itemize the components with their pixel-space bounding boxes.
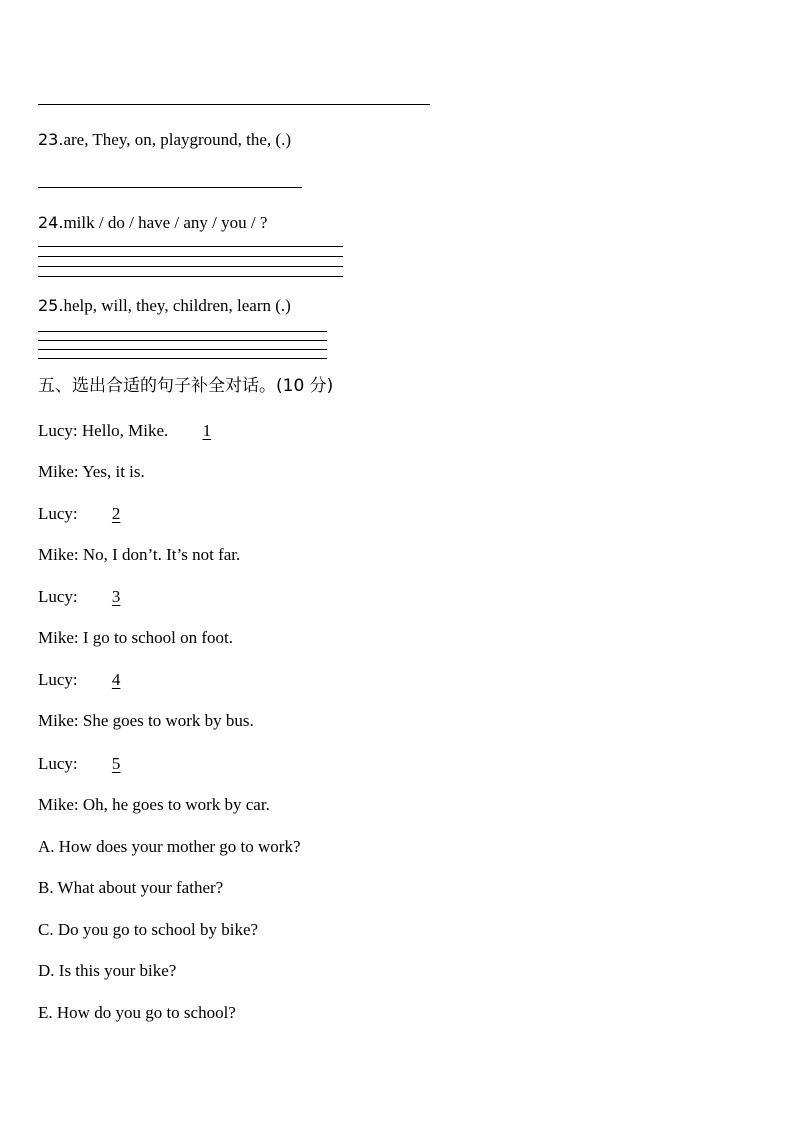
writing-line[interactable] <box>38 266 343 267</box>
writing-line[interactable] <box>38 358 327 359</box>
dialogue-line <box>38 712 254 729</box>
line-text: She goes to work by bus. <box>78 711 254 730</box>
dialogue-line <box>38 463 145 480</box>
line-text: Oh, he goes to work by car. <box>78 795 270 814</box>
option-a: A. How does your mother go to work? <box>38 837 301 856</box>
writing-line[interactable] <box>38 256 343 257</box>
writing-line[interactable] <box>38 349 327 350</box>
option-e: E. How do you go to school? <box>38 1003 236 1022</box>
speaker: Mike: <box>38 795 79 814</box>
answer-blank[interactable]: 5 <box>111 754 121 773</box>
dialogue-line <box>38 629 233 646</box>
speaker: Lucy: <box>38 670 78 689</box>
speaker: Lucy: <box>38 754 78 773</box>
speaker: Mike: <box>38 545 79 564</box>
speaker: Lucy: <box>38 504 78 523</box>
dialogue-line <box>38 671 144 688</box>
writing-line[interactable] <box>38 331 327 332</box>
question-24 <box>38 214 267 231</box>
question-23 <box>38 131 291 148</box>
dialogue-line <box>38 546 240 563</box>
speaker: Mike: <box>38 711 79 730</box>
line-text: No, I don’t. It’s not far. <box>78 545 241 564</box>
question-text: help, will, they, children, learn (.) <box>63 296 291 315</box>
question-text: milk / do / have / any / you / ? <box>63 213 268 232</box>
answer-line[interactable] <box>38 187 302 188</box>
question-text: are, They, on, playground, the, (.) <box>63 130 291 149</box>
writing-line[interactable] <box>38 340 327 341</box>
question-25 <box>38 297 291 314</box>
option-b: B. What about your father? <box>38 878 224 897</box>
section-title: 五、选出合适的句子补全对话。(10 分) <box>38 376 334 396</box>
answer-blank[interactable]: 2 <box>111 504 121 523</box>
option-d: D. Is this your bike? <box>38 961 177 980</box>
speaker: Lucy: <box>38 587 78 606</box>
option-c: C. Do you go to school by bike? <box>38 920 259 939</box>
speaker: Mike: <box>38 462 79 481</box>
question-number: 23. <box>38 130 64 149</box>
dialogue-line <box>38 505 144 522</box>
question-number: 25. <box>38 296 64 315</box>
speaker: Mike: <box>38 628 79 647</box>
line-text: Hello, Mike. <box>81 421 169 440</box>
speaker: Lucy: <box>38 421 78 440</box>
answer-blank[interactable]: 3 <box>111 587 121 606</box>
dialogue-line <box>38 588 144 605</box>
answer-blank[interactable]: 1 <box>202 421 212 440</box>
dialogue-line <box>38 796 270 813</box>
dialogue-line <box>38 755 144 772</box>
writing-line[interactable] <box>38 276 343 277</box>
dialogue-line <box>38 422 235 439</box>
line-text: I go to school on foot. <box>78 628 234 647</box>
answer-blank[interactable]: 4 <box>111 670 121 689</box>
line-text: Yes, it is. <box>78 462 145 481</box>
writing-line[interactable] <box>38 246 343 247</box>
answer-line[interactable] <box>38 104 430 105</box>
question-number: 24. <box>38 213 64 232</box>
